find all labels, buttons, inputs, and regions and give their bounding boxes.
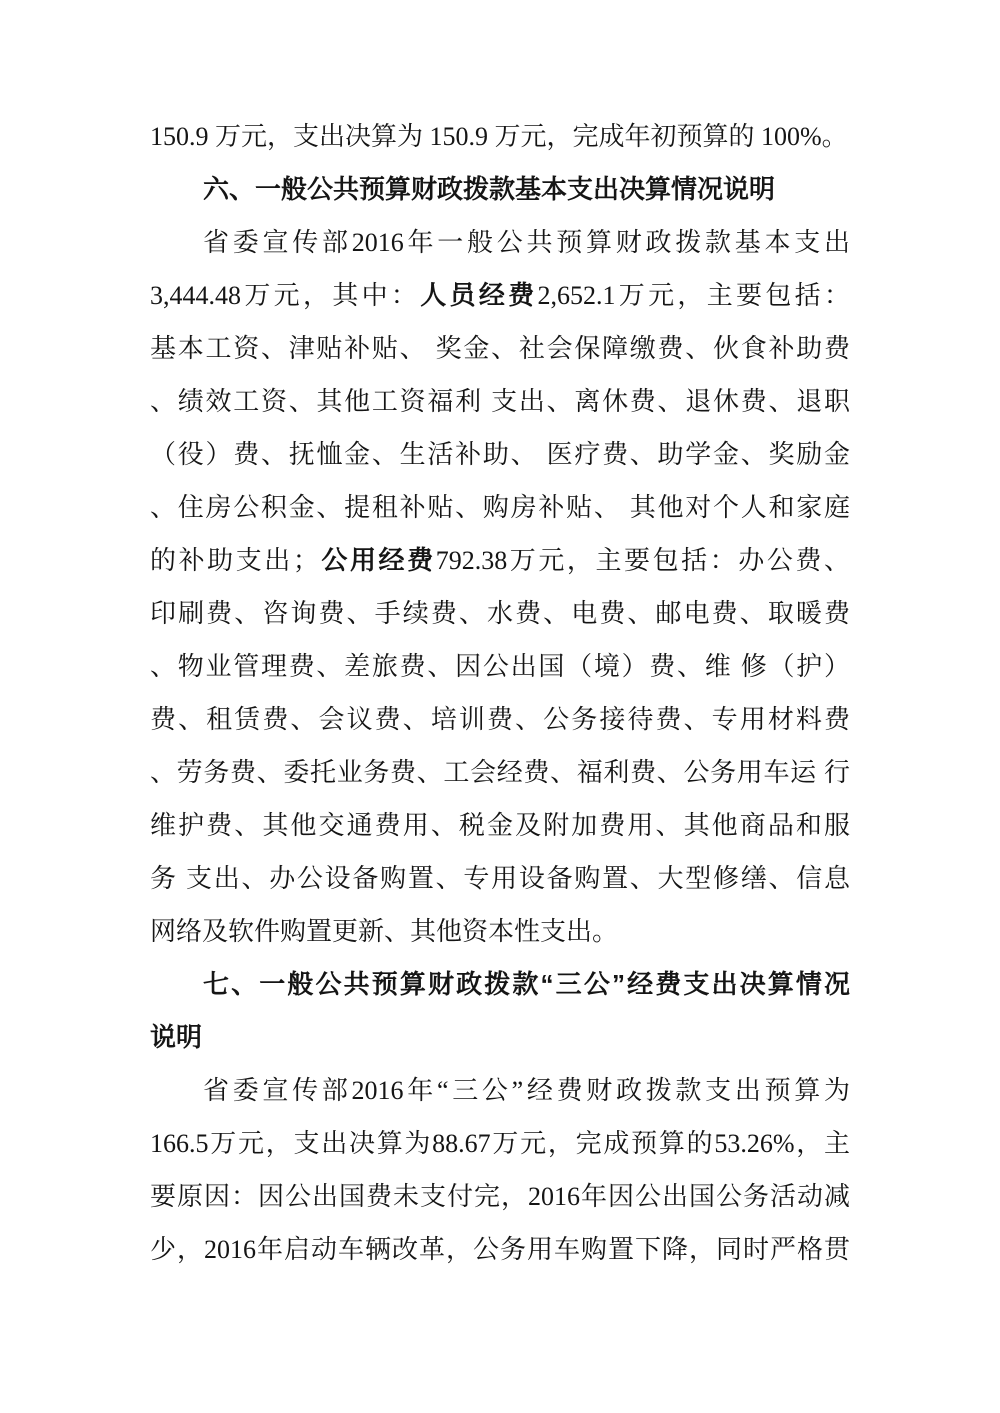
text-run: 要原因：因公出国费未支付完，2016年因公出国公务活动减 xyxy=(150,1182,850,1211)
text-run: 印刷费、咨询费、手续费、水费、电费、邮电费、取暖费 xyxy=(150,599,850,628)
heading-text: 七、一般公共预算财政拨款“三公”经费支出决算情况 xyxy=(203,969,850,999)
heading-section-7-line-1 xyxy=(150,958,850,1011)
paragraph-line xyxy=(150,481,850,534)
paragraph-line xyxy=(150,693,850,746)
paragraph-line xyxy=(150,1223,850,1276)
text-run: 网络及软件购置更新、其他资本性支出。 xyxy=(150,917,619,946)
paragraph-end-line xyxy=(150,905,850,958)
paragraph-line xyxy=(150,428,850,481)
text-run: 的补助支出； xyxy=(150,546,319,575)
text-run: 、劳务费、委托业务费、工会经费、福利费、公务用车运 行 xyxy=(150,758,850,787)
paragraph-line xyxy=(150,799,850,852)
heading-text: 说明 xyxy=(150,1022,203,1052)
paragraph-line xyxy=(150,640,850,693)
text-run: 务 支出、办公设备购置、专用设备购置、大型修缮、信息 xyxy=(150,864,850,893)
carryover-paragraph-line xyxy=(150,110,850,163)
text-run: 省委宣传部2016年一般公共预算财政拨款基本支出 xyxy=(203,228,850,257)
paragraph-line xyxy=(150,269,850,322)
text-run: 基本工资、津贴补贴、 奖金、社会保障缴费、伙食补助费 xyxy=(150,334,850,363)
paragraph-line xyxy=(150,322,850,375)
text-run: 少，2016年启动车辆改革，公务用车购置下降，同时严格贯 xyxy=(150,1235,850,1264)
text-run: 3,444.48万元，其中： xyxy=(150,281,421,310)
text-run: 150.9 万元，支出决算为 150.9 万元，完成年初预算的 100%。 xyxy=(150,122,848,151)
paragraph-line xyxy=(150,216,850,269)
paragraph-line xyxy=(150,746,850,799)
heading-section-7-line-2 xyxy=(150,1011,850,1064)
heading-section-6 xyxy=(150,163,850,216)
text-run: 166.5万元，支出决算为88.67万元，完成预算的53.26%，主 xyxy=(150,1129,850,1158)
paragraph-line xyxy=(150,534,850,587)
paragraph-line xyxy=(150,1117,850,1170)
text-run: 、物业管理费、差旅费、因公出国（境）费、维 修（护） xyxy=(150,652,850,681)
paragraph-line xyxy=(150,852,850,905)
bold-term-public-funds: 公用经费 xyxy=(318,545,436,575)
bold-term-personnel-funds: 人员经费 xyxy=(420,280,538,310)
text-run: 省委宣传部2016年“三公”经费财政拨款支出预算为 xyxy=(203,1076,850,1105)
text-run: 维护费、其他交通费用、税金及附加费用、其他商品和服 xyxy=(150,811,850,840)
paragraph-line xyxy=(150,587,850,640)
text-run: （役）费、抚恤金、生活补助、 医疗费、助学金、奖励金 xyxy=(150,440,850,469)
text-run: 费、租赁费、会议费、培训费、公务接待费、专用材料费 xyxy=(150,705,850,734)
paragraph-line xyxy=(150,1064,850,1117)
text-run: 、绩效工资、其他工资福利 支出、离休费、退休费、退职 xyxy=(150,387,850,416)
text-run: 、住房公积金、提租补贴、购房补贴、 其他对个人和家庭 xyxy=(150,493,850,522)
heading-text: 六、一般公共预算财政拨款基本支出决算情况说明 xyxy=(203,174,776,204)
paragraph-line xyxy=(150,1170,850,1223)
paragraph-line xyxy=(150,375,850,428)
text-run: 2,652.1万元，主要包括： xyxy=(537,281,850,310)
text-run: 792.38万元，主要包括：办公费、 xyxy=(435,546,850,575)
